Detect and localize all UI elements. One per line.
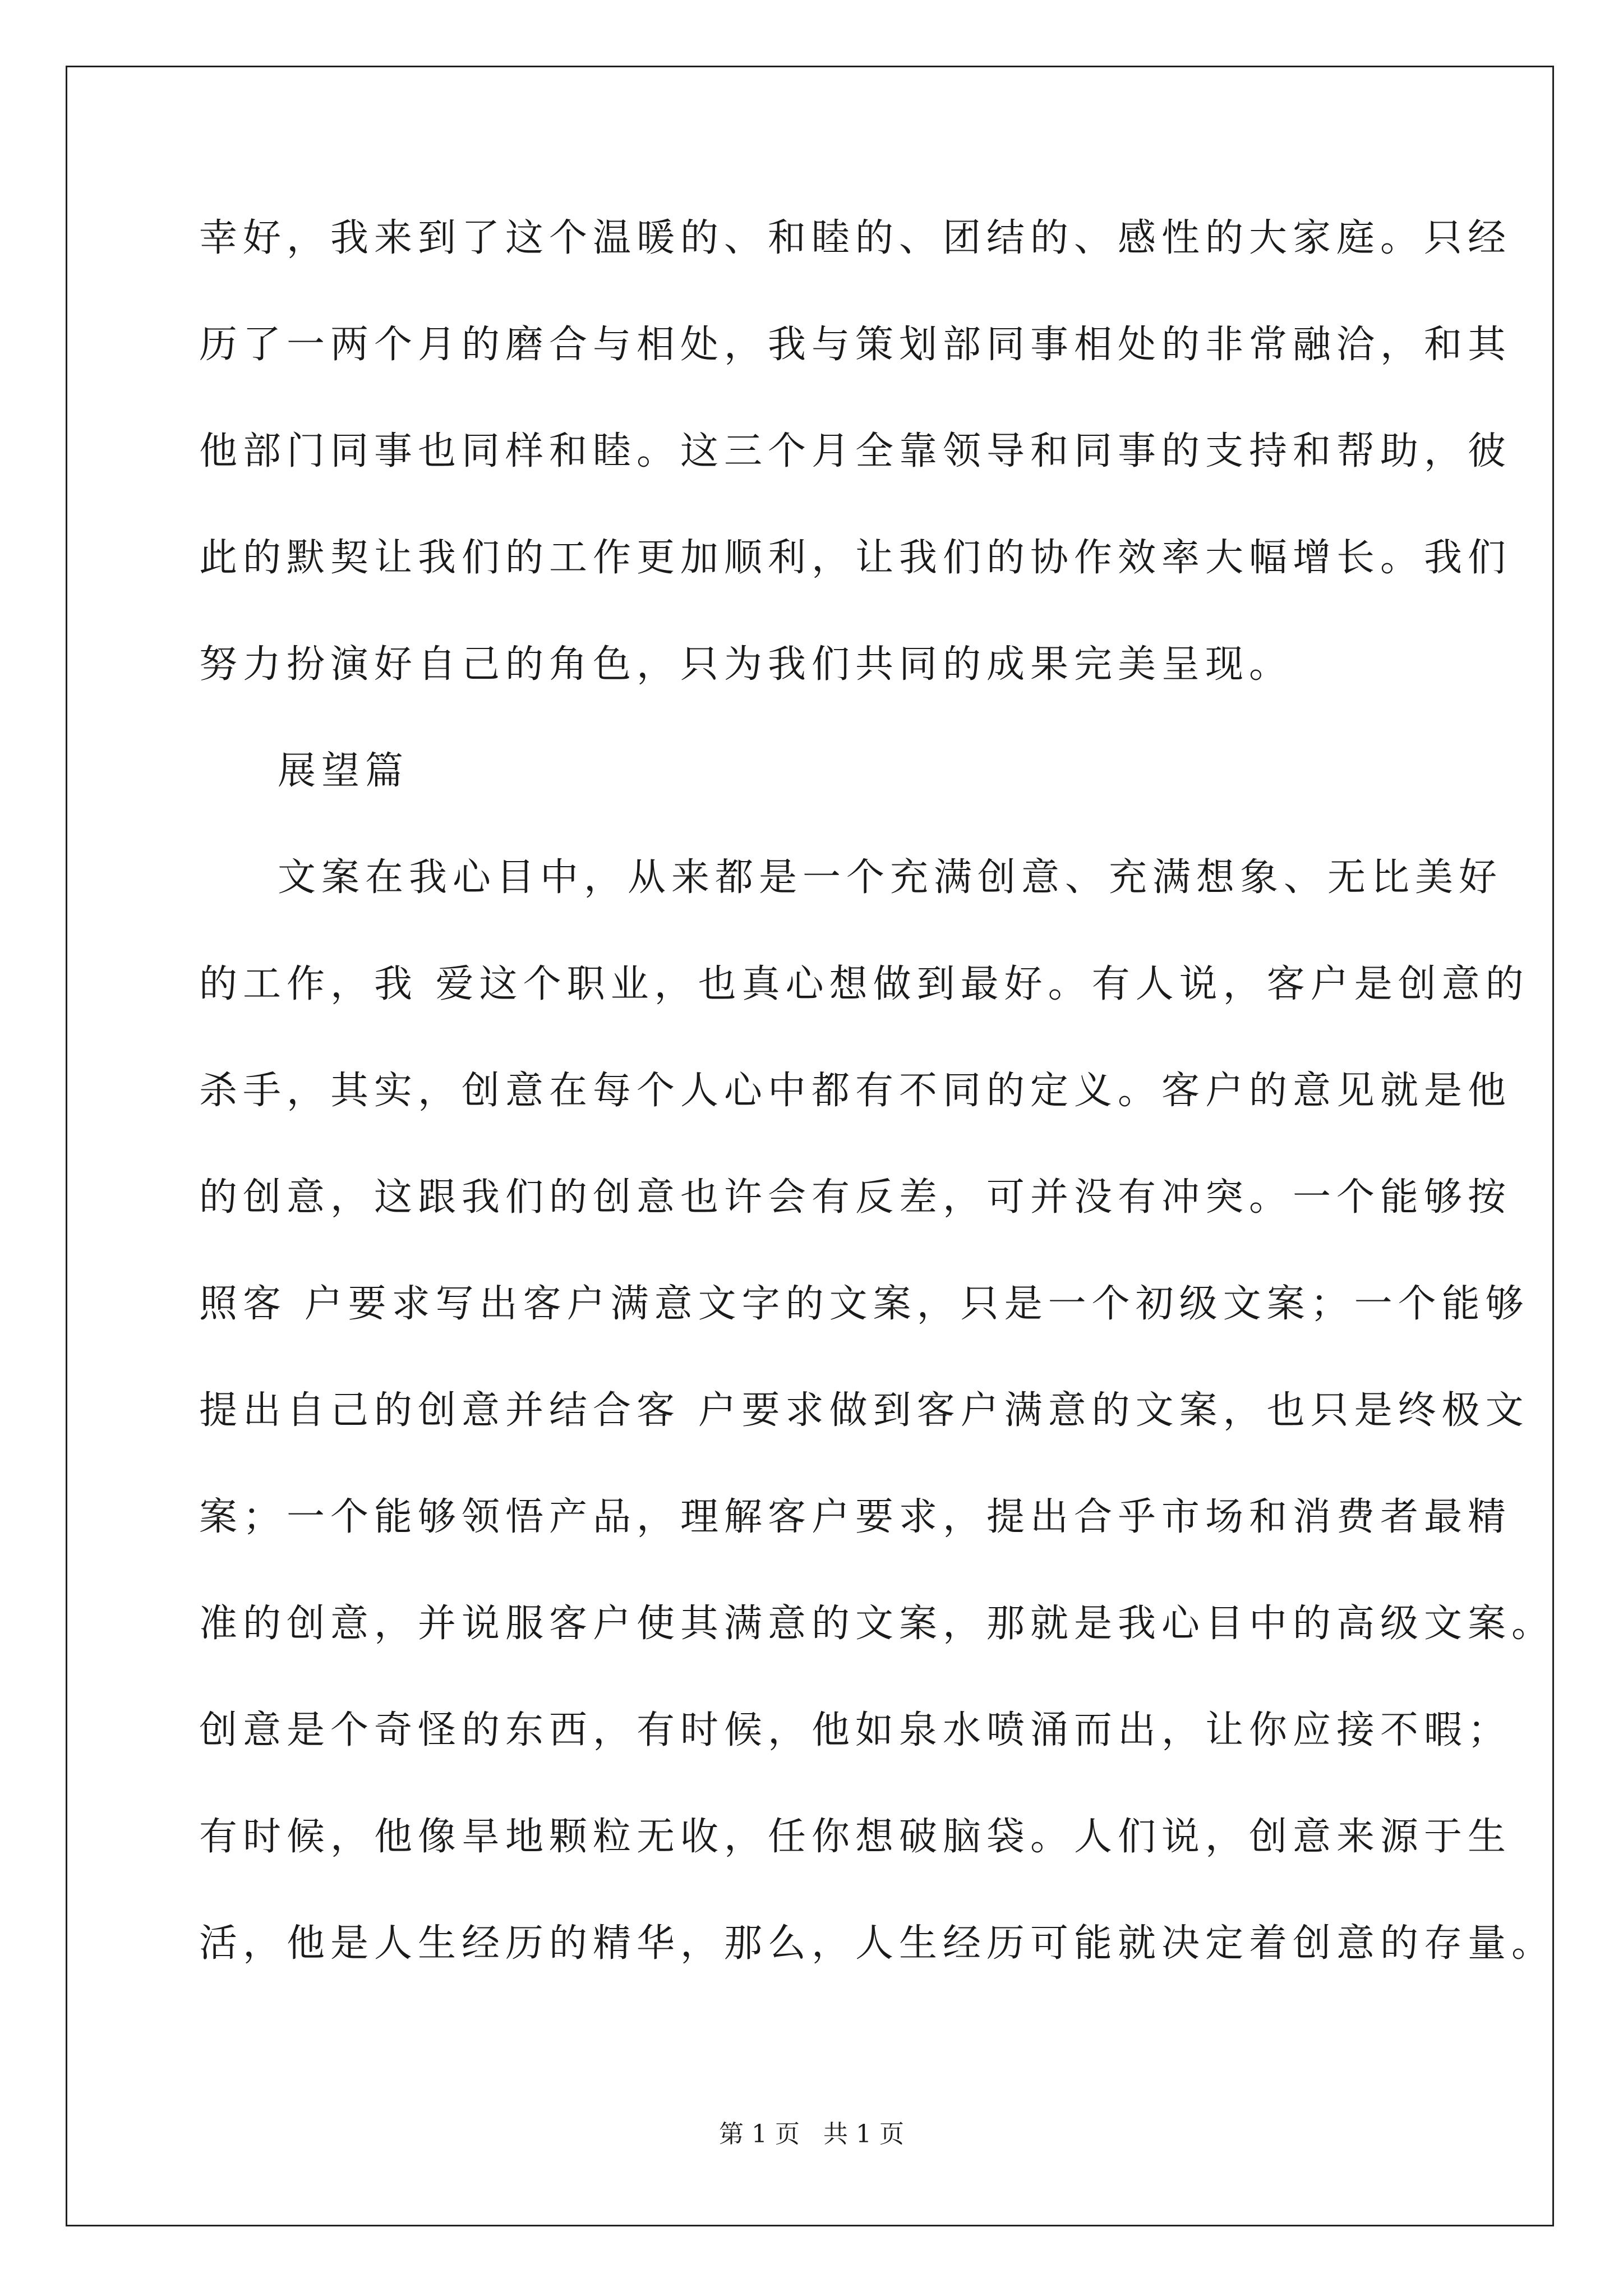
text-line: 杀手，其实，创意在每个人心中都有不同的定义。客户的意见就是他 — [199, 1069, 1512, 1113]
text-line: 努力扮演好自己的角色，只为我们共同的成果完美呈现。 — [199, 642, 1293, 687]
document-body — [199, 185, 1556, 1997]
text-line: 展望篇 — [278, 749, 409, 793]
text-line: 历了一两个月的磨合与相处，我与策划部同事相处的非常融洽，和其 — [199, 323, 1512, 367]
text-line: 活，他是人生经历的精华，那么，人生经历可能就决定着创意的存量。 — [199, 1921, 1556, 1966]
page-number-footer: 第 1 页 共 1 页 — [719, 2120, 904, 2148]
text-line: 创意是个奇怪的东西，有时候，他如泉水喷涌而出，让你应接不暇； — [199, 1708, 1512, 1752]
text-line: 此的默契让我们的工作更加顺利，让我们的协作效率大幅增长。我们 — [199, 536, 1512, 580]
text-line: 有时候，他像旱地颗粒无收，任你想破脑袋。人们说，创意来源于生 — [199, 1815, 1512, 1859]
text-line: 准的创意，并说服客户使其满意的文案，那就是我心目中的高级文案。 — [199, 1602, 1556, 1646]
text-line: 的创意，这跟我们的创意也许会有反差，可并没有冲突。一个能够按 — [199, 1175, 1512, 1220]
text-line: 照客 户要求写出客户满意文字的文案，只是一个初级文案；一个能够 — [199, 1282, 1529, 1326]
text-line: 提出自己的创意并结合客 户要求做到客户满意的文案，也只是终极文 — [199, 1388, 1529, 1433]
text-line: 他部门同事也同样和睦。这三个月全靠领导和同事的支持和帮助，彼 — [199, 429, 1512, 473]
text-line: 的工作，我 爱这个职业，也真心想做到最好。有人说，客户是创意的 — [199, 962, 1529, 1006]
text-line: 幸好，我来到了这个温暖的、和睦的、团结的、感性的大家庭。只经 — [199, 216, 1512, 260]
text-line: 案；一个能够领悟产品，理解客户要求，提出合乎市场和消费者最精 — [199, 1495, 1512, 1539]
text-line: 文案在我心目中，从来都是一个充满创意、充满想象、无比美好 — [278, 855, 1503, 900]
